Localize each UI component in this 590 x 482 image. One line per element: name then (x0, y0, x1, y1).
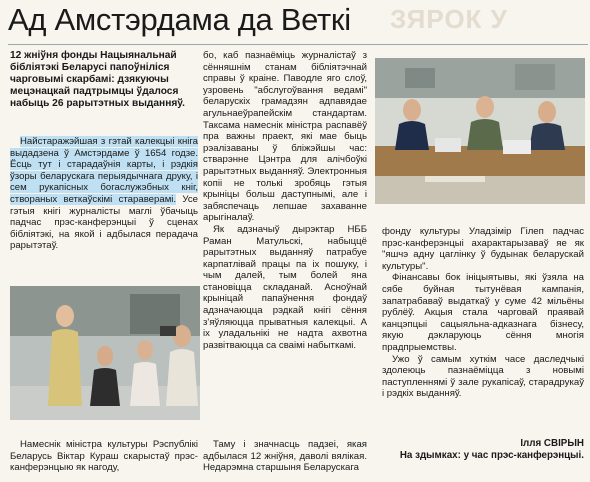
press-conference-illustration (375, 58, 585, 204)
lead-paragraph: 12 жніўня фонды Нацыянальнай бібліятэкі Беларусі папоўніліся чарговымі скарбамі: дзякуючы мецэнацкай падтрымцы ўдалося набыць 26 рарытэтных выданняў. (10, 50, 185, 109)
press-conference-illustration-2 (10, 286, 200, 420)
press-conference-photo-2 (10, 286, 200, 420)
column-2-bottom: Таму і значнасць падзеі, якая адбылася 12 жніўня, даволі вялікая. Недарэмна старшыня Беларускага (203, 439, 367, 474)
column-2-body: бо, каб пазнаёміць журналістаў з сённяшнім станам бібліятэчнай справы ў краіне. Паводле яго слоў, узровень "абслугоўвання ведамі" беларускіх грамадзян адпавядае агульнаеўрапейскім стандартам. Таксама намеснік міністра распавёў пра важны праект, які мае быць рэалізаваны ў бліжэйшы час: стварэнне Цэнтра для алічбоўкі рарытэтных выданняў. Электронныя копіі не толькі зробяць гэтыя крыніцы больш даступнымі, але і забяспечаць лепшае захаванне арыгіналаў. Як адзначыў дырэктар НББ Раман Матульскі, набыццё рарытэтных выданняў патрабуе карпатлівай працы па іх пошуку, і чым далей, тым болей яна становіцца складанай. Асноўнай крыніцай папаўнення фондаў адзначаюцца рэдкай кнігі сёння з'яўляюцца прыватныя калекцыі. А іх уладальнікі не надта ахвотна развітваюцца са сваімі набыткамі. (203, 50, 367, 351)
column-3-body: фонду культуры Уладзімір Гілеп падчас прэс-канферэнцыі ахарактарызаваў яе як "яшчэ адну цаглінку ў будынак беларускай культуры". Фінансавы бок ініцыятывы, які ўзяла на сябе буйная тытунёвая кампанія, запатрабаваў выдаткаў у суме 42 мільёны рублёў. Акцыя стала чарговай праявай канцэпцыі сацыяльна-адказнага бізнесу, якую дэкларуюць сёння многія прадпрыемствы. Ужо ў самым хуткім часе даследчыкі здолеюць пазнаёміцца з новымі паступленнямі ў зале рукапісаў, старадрукаў і рэдкіх выданняў. (382, 226, 584, 400)
column-1-paragraph (10, 136, 198, 252)
photo-caption: Намеснік міністра культуры Рэспублікі Беларусь Віктар Кураш скарыстаў прэс-канферэнцыю як нагоду, (10, 439, 198, 474)
author-name: Ілля СВІРЫН (520, 438, 584, 449)
faded-neighbor-headline: ЗЯРОК У (390, 4, 508, 34)
column-1-body (10, 136, 198, 252)
signature-block (382, 438, 584, 461)
photo-credit-caption: На здымках: у час прэс-канферэнцыі. (399, 449, 584, 461)
highlighted-text: Найстаражэйшая з гэтай калекцыі кніга выдадзена ў Амстэрдаме ў 1654 годзе. Ёсць тут і старадаўнія карты, і рэдкія ўзоры беларускага перыядычнага друку, і сем рукапісных богаслужэбных кніг, створаных веткаўскімі стараверамі. (10, 136, 198, 205)
press-conference-photo (375, 58, 585, 204)
headline-rule (8, 44, 588, 45)
article-headline: Ад Амстэрдама да Веткі (8, 2, 351, 37)
body-text: Усе гэтыя кнігі журналісты маглі ўбачыць падчас прэс-канферэнцыі ў сценах бібліятэкі, на якой і адбылася перадача рарытэтаў. (10, 193, 198, 252)
